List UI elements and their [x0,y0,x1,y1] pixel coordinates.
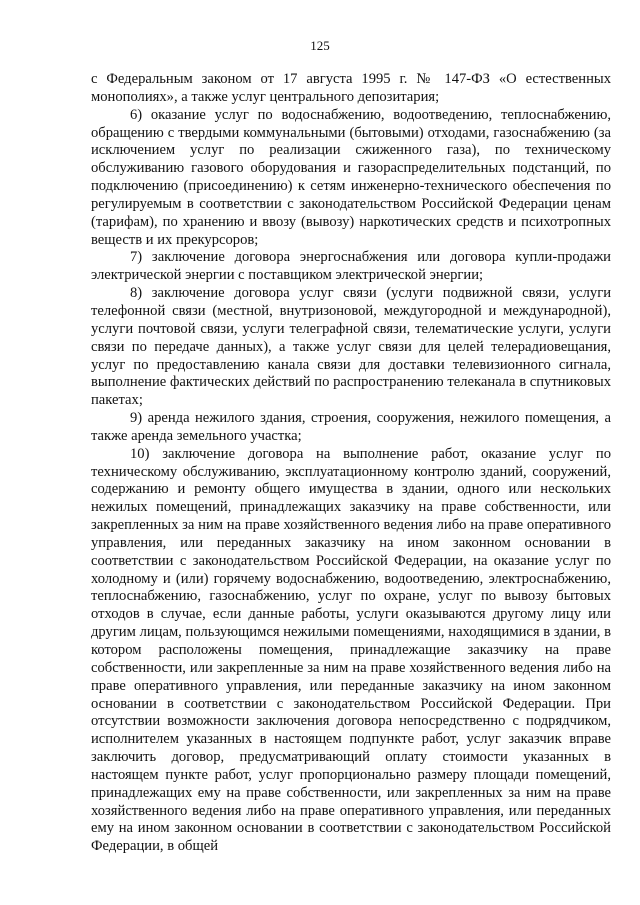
paragraph-item-8: 8) заключение договора услуг связи (услуги подвижной связи, услуги телефонной связи (местной, внутризоновой, междугородной и международной), услуги почтовой связи, услуги телеграфной связи, телематические услуги, услуги связи по передаче данных), а также услуг связи для целей телерадиовещания, услуг по предоставлению канала связи для доставки телевизионного сигнала, выполнение фактических действий по распространению телеканала в спутниковых пакетах; [91,285,611,409]
paragraph-item-9: 9) аренда нежилого здания, строения, сооружения, нежилого помещения, а также аренда земельного участка; [91,410,611,444]
paragraph-item-10: 10) заключение договора на выполнение работ, оказание услуг по техническому обслуживанию, эксплуатационному контролю зданий, сооружений, содержанию и ремонту общего имущества в здании, одного или нескольких нежилых помещений, принадлежащих заказчику на праве собственности, или закрепленных за ним на праве хозяйственного ведения либо на праве оперативного управления, или переданных заказчику на ином законном основании в соответствии с законодательством Российской Федерации, на оказание услуг по холодному и (или) горячему водоснабжению, водоотведению, электроснабжению, теплоснабжению, газоснабжению, услуг по охране, услуг по вывозу бытовых отходов в случае, если данные работы, услуги оказываются другому лицу или другим лицам, пользующимся нежилыми помещениями, находящимися в здании, в котором расположены помещения, принадлежащие заказчику на праве собственности, или закрепленные за ним на праве хозяйственного ведения либо на праве оперативного управления, или переданные заказчику на ином законном основании в соответствии с законодательством Российской Федерации. При отсутствии возможности заключения договора непосредственно с подрядчиком, исполнителем указанных в настоящем подпункте работ, услуг заказчик вправе заключить договор, предусматривающий оплату стоимости указанных в настоящем пункте работ, услуг пропорционально размеру площади помещений, принадлежащих ему на праве собственности, или закрепленных за ним на праве хозяйственного ведения либо на праве оперативного управления, или переданных ему на ином законном основании в соответствии с законодательством Российской Федерации, в общей [91,445,611,855]
paragraph-item-7: 7) заключение договора энергоснабжения или договора купли-продажи электрической энергии с поставщиком электрической энергии; [91,249,611,284]
page-number: 125 [310,38,330,53]
document-body [91,71,611,856]
paragraph-continuation: с Федеральным законом от 17 августа 1995 г. № 147-ФЗ «О естественных монополиях», а также услуг центрального депозитария; [91,71,611,105]
paragraph-item-6: 6) оказание услуг по водоснабжению, водоотведению, теплоснабжению, обращению с твердыми коммунальными (бытовыми) отходами, газоснабжению (за исключением услуг по реализации сжиженного газа), по техническому обслуживанию газового оборудования и газораспределительных подстанций, по подключению (присоединению) к сетям инженерно-технического обеспечения по регулируемым в соответствии с законодательством Российской Федерации ценам (тарифам), по хранению и ввозу (вывозу) наркотических средств и психотропных веществ и их прекурсоров; [91,106,611,248]
